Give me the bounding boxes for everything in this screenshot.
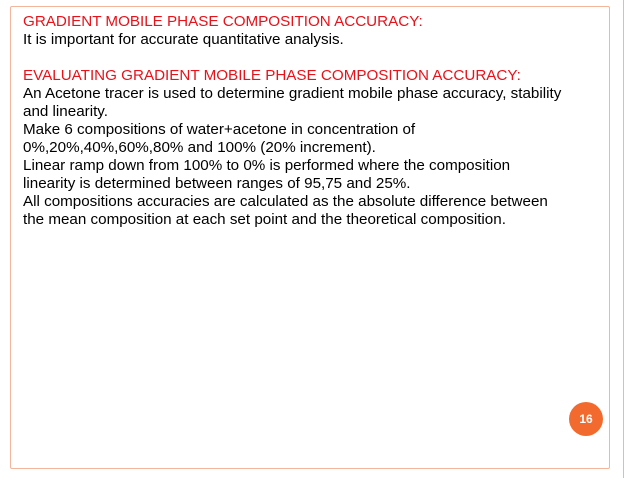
body-line: Linear ramp down from 100% to 0% is performed where the composition <box>23 157 511 174</box>
section-heading-evaluating: EVALUATING GRADIENT MOBILE PHASE COMPOSITION ACCURACY: <box>23 67 521 84</box>
body-line: Make 6 compositions of water+acetone in concentration of <box>23 121 416 138</box>
body-line: All compositions accuracies are calculated as the absolute difference between <box>23 193 548 210</box>
body-line: and linearity. <box>23 103 108 120</box>
body-line: An Acetone tracer is used to determine gradient mobile phase accuracy, stability <box>23 85 562 102</box>
body-line: linearity is determined between ranges of 95,75 and 25%. <box>23 175 411 192</box>
right-border-line <box>623 0 624 478</box>
page-number-badge: 16 <box>569 402 603 436</box>
body-line: It is important for accurate quantitative analysis. <box>23 31 344 48</box>
body-line: 0%,20%,40%,60%,80% and 100% (20% increment). <box>23 139 376 156</box>
section-spacer <box>23 49 603 67</box>
slide-content <box>23 13 603 229</box>
section-heading-accuracy: GRADIENT MOBILE PHASE COMPOSITION ACCURACY: <box>23 13 423 30</box>
body-line: the mean composition at each set point and the theoretical composition. <box>23 211 506 228</box>
